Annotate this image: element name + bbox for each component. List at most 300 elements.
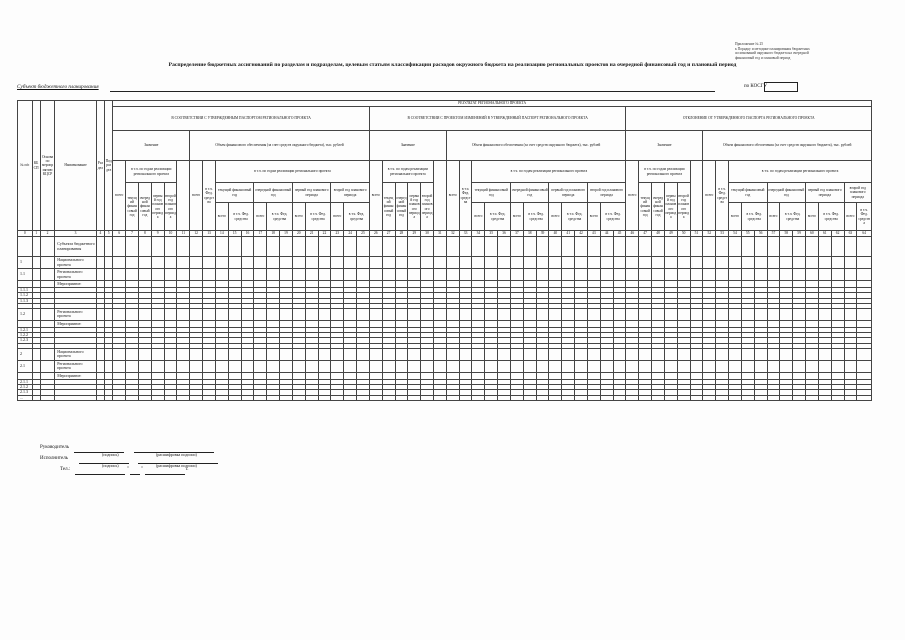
table-cell[interactable] (549, 372, 562, 379)
table-cell[interactable] (677, 348, 690, 360)
table-cell[interactable] (241, 320, 254, 327)
table-cell[interactable] (151, 320, 164, 327)
row-number-cell[interactable]: 2.1 (18, 360, 33, 372)
table-cell[interactable] (421, 269, 434, 281)
table-cell[interactable] (831, 348, 844, 360)
table-cell[interactable] (639, 360, 652, 372)
table-cell[interactable] (105, 320, 113, 327)
table-cell[interactable] (357, 372, 370, 379)
table-cell[interactable] (151, 395, 164, 400)
table-cell[interactable] (40, 348, 55, 360)
table-cell[interactable] (228, 269, 241, 281)
table-cell[interactable] (228, 348, 241, 360)
table-cell[interactable] (626, 257, 639, 269)
table-cell[interactable] (126, 360, 139, 372)
table-cell[interactable] (382, 257, 395, 269)
table-cell[interactable] (626, 320, 639, 327)
table-cell[interactable] (626, 395, 639, 400)
table-cell[interactable] (177, 281, 190, 288)
table-cell[interactable] (562, 257, 575, 269)
table-cell[interactable] (105, 237, 113, 257)
table-cell[interactable] (754, 237, 767, 257)
table-cell[interactable] (741, 320, 754, 327)
table-cell[interactable] (382, 395, 395, 400)
table-cell[interactable] (575, 257, 588, 269)
table-cell[interactable] (126, 372, 139, 379)
table-cell[interactable] (357, 269, 370, 281)
table-cell[interactable] (357, 320, 370, 327)
table-cell[interactable] (677, 308, 690, 320)
row-number-cell[interactable]: ... (18, 395, 33, 400)
table-cell[interactable] (113, 395, 126, 400)
table-cell[interactable] (818, 281, 831, 288)
table-cell[interactable] (613, 281, 626, 288)
table-cell[interactable] (280, 257, 293, 269)
table-cell[interactable] (664, 237, 677, 257)
table-cell[interactable] (177, 257, 190, 269)
table-cell[interactable] (767, 281, 780, 288)
table-cell[interactable] (318, 269, 331, 281)
table-cell[interactable] (613, 308, 626, 320)
table-cell[interactable] (729, 237, 742, 257)
table-cell[interactable] (806, 281, 819, 288)
table-cell[interactable] (459, 372, 472, 379)
table-cell[interactable] (177, 360, 190, 372)
table-cell[interactable] (716, 281, 729, 288)
table-cell[interactable] (818, 320, 831, 327)
table-cell[interactable] (459, 257, 472, 269)
table-cell[interactable] (498, 308, 511, 320)
table-cell[interactable] (536, 395, 549, 400)
table-cell[interactable] (818, 237, 831, 257)
table-cell[interactable] (857, 308, 872, 320)
table-cell[interactable] (382, 348, 395, 360)
table-cell[interactable] (677, 360, 690, 372)
table-cell[interactable] (498, 281, 511, 288)
table-cell[interactable] (32, 237, 40, 257)
table-cell[interactable] (395, 237, 408, 257)
table-cell[interactable] (164, 257, 177, 269)
table-cell[interactable] (741, 360, 754, 372)
table-cell[interactable] (421, 360, 434, 372)
row-number-cell[interactable] (18, 372, 33, 379)
table-cell[interactable] (575, 281, 588, 288)
table-cell[interactable] (703, 308, 716, 320)
table-cell[interactable] (421, 281, 434, 288)
table-cell[interactable] (485, 281, 498, 288)
table-cell[interactable] (652, 281, 665, 288)
table-cell[interactable] (549, 395, 562, 400)
table-cell[interactable] (652, 269, 665, 281)
table-cell[interactable] (32, 257, 40, 269)
table-cell[interactable] (421, 257, 434, 269)
table-cell[interactable] (305, 281, 318, 288)
table-cell[interactable] (587, 320, 600, 327)
table-cell[interactable] (716, 360, 729, 372)
table-cell[interactable] (369, 372, 382, 379)
table-cell[interactable] (446, 395, 459, 400)
table-cell[interactable] (754, 281, 767, 288)
table-cell[interactable] (485, 308, 498, 320)
table-cell[interactable] (818, 372, 831, 379)
table-cell[interactable] (267, 237, 280, 257)
table-cell[interactable] (215, 320, 228, 327)
table-cell[interactable] (767, 372, 780, 379)
table-cell[interactable] (190, 237, 203, 257)
table-cell[interactable] (254, 372, 267, 379)
table-cell[interactable] (215, 348, 228, 360)
table-cell[interactable] (382, 269, 395, 281)
table-cell[interactable] (151, 360, 164, 372)
table-cell[interactable] (729, 308, 742, 320)
table-cell[interactable] (844, 269, 857, 281)
table-cell[interactable] (857, 269, 872, 281)
table-cell[interactable] (241, 257, 254, 269)
table-cell[interactable] (613, 395, 626, 400)
table-cell[interactable] (510, 348, 523, 360)
table-cell[interactable] (138, 281, 151, 288)
table-cell[interactable] (549, 320, 562, 327)
row-name-cell[interactable]: Мероприятие: (55, 372, 96, 379)
table-cell[interactable] (280, 395, 293, 400)
table-cell[interactable] (190, 257, 203, 269)
table-cell[interactable] (613, 257, 626, 269)
table-cell[interactable] (126, 395, 139, 400)
table-cell[interactable] (177, 237, 190, 257)
table-cell[interactable] (741, 269, 754, 281)
table-cell[interactable] (215, 308, 228, 320)
table-cell[interactable] (575, 395, 588, 400)
table-cell[interactable] (138, 269, 151, 281)
table-cell[interactable] (408, 395, 421, 400)
table-cell[interactable] (587, 281, 600, 288)
table-cell[interactable] (151, 308, 164, 320)
table-cell[interactable] (664, 269, 677, 281)
table-cell[interactable] (292, 257, 305, 269)
table-cell[interactable] (113, 269, 126, 281)
table-cell[interactable] (652, 372, 665, 379)
table-cell[interactable] (677, 257, 690, 269)
table-cell[interactable] (793, 237, 806, 257)
table-cell[interactable] (626, 237, 639, 257)
table-cell[interactable] (305, 308, 318, 320)
table-cell[interactable] (472, 281, 485, 288)
table-cell[interactable] (690, 348, 703, 360)
table-cell[interactable] (472, 360, 485, 372)
table-cell[interactable] (510, 308, 523, 320)
table-cell[interactable] (113, 257, 126, 269)
table-cell[interactable] (369, 257, 382, 269)
table-cell[interactable] (344, 308, 357, 320)
table-cell[interactable] (498, 320, 511, 327)
table-cell[interactable] (806, 395, 819, 400)
table-cell[interactable] (754, 257, 767, 269)
table-cell[interactable] (472, 269, 485, 281)
table-cell[interactable] (523, 308, 536, 320)
table-cell[interactable] (32, 320, 40, 327)
table-cell[interactable] (254, 308, 267, 320)
table-cell[interactable] (40, 372, 55, 379)
table-cell[interactable] (151, 257, 164, 269)
table-cell[interactable] (652, 237, 665, 257)
table-cell[interactable] (485, 348, 498, 360)
table-cell[interactable] (600, 320, 613, 327)
table-cell[interactable] (767, 308, 780, 320)
table-cell[interactable] (151, 372, 164, 379)
table-cell[interactable] (562, 269, 575, 281)
table-cell[interactable] (96, 360, 104, 372)
table-cell[interactable] (626, 360, 639, 372)
table-cell[interactable] (357, 348, 370, 360)
table-cell[interactable] (754, 308, 767, 320)
table-cell[interactable] (780, 372, 793, 379)
table-cell[interactable] (754, 360, 767, 372)
table-cell[interactable] (164, 372, 177, 379)
table-cell[interactable] (408, 308, 421, 320)
table-cell[interactable] (510, 360, 523, 372)
table-cell[interactable] (652, 308, 665, 320)
table-cell[interactable] (292, 320, 305, 327)
table-cell[interactable] (523, 257, 536, 269)
table-cell[interactable] (446, 360, 459, 372)
table-cell[interactable] (32, 372, 40, 379)
table-cell[interactable] (292, 395, 305, 400)
table-cell[interactable] (703, 360, 716, 372)
table-cell[interactable] (485, 257, 498, 269)
table-cell[interactable] (318, 257, 331, 269)
table-cell[interactable] (177, 269, 190, 281)
table-cell[interactable] (536, 360, 549, 372)
table-cell[interactable] (113, 372, 126, 379)
table-cell[interactable] (408, 257, 421, 269)
table-cell[interactable] (767, 348, 780, 360)
table-cell[interactable] (831, 257, 844, 269)
table-cell[interactable] (818, 308, 831, 320)
table-cell[interactable] (241, 237, 254, 257)
table-cell[interactable] (703, 237, 716, 257)
table-cell[interactable] (536, 257, 549, 269)
table-cell[interactable] (331, 372, 344, 379)
table-cell[interactable] (549, 348, 562, 360)
table-cell[interactable] (105, 308, 113, 320)
table-cell[interactable] (575, 308, 588, 320)
table-cell[interactable] (164, 360, 177, 372)
table-cell[interactable] (587, 237, 600, 257)
table-cell[interactable] (241, 372, 254, 379)
table-cell[interactable] (254, 269, 267, 281)
table-cell[interactable] (536, 308, 549, 320)
table-cell[interactable] (138, 257, 151, 269)
table-cell[interactable] (331, 257, 344, 269)
table-cell[interactable] (549, 360, 562, 372)
table-cell[interactable] (600, 269, 613, 281)
table-cell[interactable] (369, 281, 382, 288)
row-number-cell[interactable] (18, 281, 33, 288)
table-cell[interactable] (126, 320, 139, 327)
table-cell[interactable] (818, 348, 831, 360)
table-cell[interactable] (472, 372, 485, 379)
table-cell[interactable] (639, 348, 652, 360)
table-cell[interactable] (741, 395, 754, 400)
table-cell[interactable] (228, 320, 241, 327)
table-cell[interactable] (434, 281, 447, 288)
table-cell[interactable] (459, 320, 472, 327)
table-cell[interactable] (575, 237, 588, 257)
table-cell[interactable] (292, 237, 305, 257)
table-cell[interactable] (254, 395, 267, 400)
table-cell[interactable] (459, 237, 472, 257)
table-cell[interactable] (241, 348, 254, 360)
table-cell[interactable] (806, 348, 819, 360)
table-cell[interactable] (639, 257, 652, 269)
table-cell[interactable] (357, 395, 370, 400)
table-cell[interactable] (677, 281, 690, 288)
table-cell[interactable] (613, 269, 626, 281)
table-cell[interactable] (241, 360, 254, 372)
table-cell[interactable] (305, 257, 318, 269)
row-number-cell[interactable]: 1.2 (18, 308, 33, 320)
table-cell[interactable] (485, 395, 498, 400)
table-cell[interactable] (151, 269, 164, 281)
table-cell[interactable] (780, 308, 793, 320)
table-cell[interactable] (190, 360, 203, 372)
table-cell[interactable] (40, 281, 55, 288)
table-cell[interactable] (190, 308, 203, 320)
kosgu-field[interactable] (764, 82, 798, 92)
table-cell[interactable] (600, 395, 613, 400)
table-cell[interactable] (536, 269, 549, 281)
table-cell[interactable] (780, 257, 793, 269)
table-cell[interactable] (485, 320, 498, 327)
table-cell[interactable] (421, 372, 434, 379)
table-cell[interactable] (741, 237, 754, 257)
table-cell[interactable] (523, 395, 536, 400)
table-cell[interactable] (510, 237, 523, 257)
table-cell[interactable] (664, 372, 677, 379)
table-cell[interactable] (716, 395, 729, 400)
table-cell[interactable] (40, 395, 55, 400)
table-cell[interactable] (844, 360, 857, 372)
table-cell[interactable] (280, 348, 293, 360)
table-cell[interactable] (498, 360, 511, 372)
table-cell[interactable] (690, 237, 703, 257)
table-cell[interactable] (113, 360, 126, 372)
table-cell[interactable] (32, 281, 40, 288)
table-cell[interactable] (677, 395, 690, 400)
table-cell[interactable] (382, 360, 395, 372)
table-cell[interactable] (241, 395, 254, 400)
table-cell[interactable] (729, 257, 742, 269)
table-cell[interactable] (793, 308, 806, 320)
table-cell[interactable] (96, 308, 104, 320)
table-cell[interactable] (626, 308, 639, 320)
table-cell[interactable] (729, 281, 742, 288)
table-cell[interactable] (126, 257, 139, 269)
table-cell[interactable] (831, 308, 844, 320)
table-cell[interactable] (382, 372, 395, 379)
table-cell[interactable] (138, 372, 151, 379)
table-cell[interactable] (434, 395, 447, 400)
table-cell[interactable] (164, 320, 177, 327)
row-number-cell[interactable]: 1 (18, 257, 33, 269)
table-cell[interactable] (408, 269, 421, 281)
table-cell[interactable] (105, 348, 113, 360)
table-cell[interactable] (113, 320, 126, 327)
table-cell[interactable] (357, 281, 370, 288)
table-cell[interactable] (857, 320, 872, 327)
table-cell[interactable] (831, 360, 844, 372)
table-cell[interactable] (138, 320, 151, 327)
table-cell[interactable] (292, 348, 305, 360)
table-cell[interactable] (703, 281, 716, 288)
table-cell[interactable] (446, 237, 459, 257)
table-cell[interactable] (652, 395, 665, 400)
table-cell[interactable] (395, 395, 408, 400)
table-cell[interactable] (305, 395, 318, 400)
table-cell[interactable] (767, 320, 780, 327)
table-cell[interactable] (280, 308, 293, 320)
table-cell[interactable] (857, 257, 872, 269)
table-cell[interactable] (587, 308, 600, 320)
table-cell[interactable] (228, 308, 241, 320)
table-cell[interactable] (844, 257, 857, 269)
table-cell[interactable] (126, 348, 139, 360)
table-cell[interactable] (562, 360, 575, 372)
table-cell[interactable] (357, 257, 370, 269)
table-cell[interactable] (613, 360, 626, 372)
table-cell[interactable] (767, 237, 780, 257)
row-number-cell[interactable]: 1.1.1 (18, 288, 33, 293)
table-cell[interactable] (549, 308, 562, 320)
table-cell[interactable] (40, 360, 55, 372)
table-cell[interactable] (408, 281, 421, 288)
table-cell[interactable] (292, 269, 305, 281)
table-cell[interactable] (600, 237, 613, 257)
table-cell[interactable] (844, 395, 857, 400)
table-cell[interactable] (741, 348, 754, 360)
table-cell[interactable] (652, 257, 665, 269)
table-cell[interactable] (280, 281, 293, 288)
table-cell[interactable] (510, 281, 523, 288)
table-cell[interactable] (703, 348, 716, 360)
table-cell[interactable] (600, 257, 613, 269)
table-cell[interactable] (523, 269, 536, 281)
table-cell[interactable] (344, 281, 357, 288)
table-cell[interactable] (652, 348, 665, 360)
table-cell[interactable] (164, 237, 177, 257)
table-cell[interactable] (793, 348, 806, 360)
table-cell[interactable] (575, 320, 588, 327)
row-number-cell[interactable]: 1.1.2 (18, 293, 33, 298)
table-cell[interactable] (280, 237, 293, 257)
table-cell[interactable] (716, 237, 729, 257)
table-cell[interactable] (472, 237, 485, 257)
table-cell[interactable] (844, 237, 857, 257)
table-cell[interactable] (549, 257, 562, 269)
table-cell[interactable] (395, 348, 408, 360)
table-cell[interactable] (857, 348, 872, 360)
table-cell[interactable] (113, 308, 126, 320)
table-cell[interactable] (498, 257, 511, 269)
table-cell[interactable] (729, 360, 742, 372)
table-cell[interactable] (562, 348, 575, 360)
table-cell[interactable] (138, 395, 151, 400)
table-cell[interactable] (652, 320, 665, 327)
table-cell[interactable] (408, 237, 421, 257)
table-cell[interactable] (151, 237, 164, 257)
table-cell[interactable] (305, 372, 318, 379)
table-cell[interactable] (318, 237, 331, 257)
